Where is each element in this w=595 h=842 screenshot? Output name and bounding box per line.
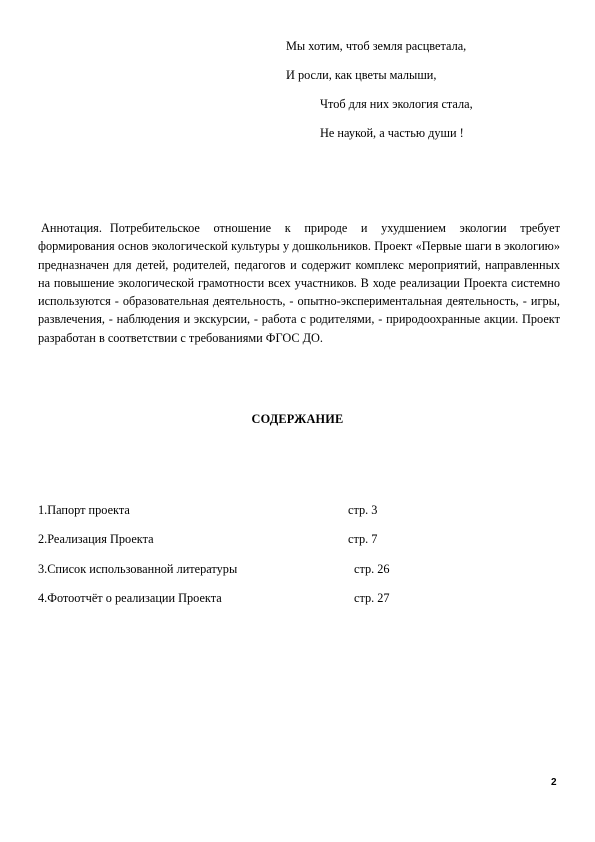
annotation-text: Потребительское отношение к природе и ухудшением экологии требует формирования основ экологической культуры у дошкольников. Проект «Первые шаги в экологию» предназначен для детей, родителей, педагогов и содержит комплекс мероприятий, направленных на повышение экологической грамотности всех участников. В ходе реализации Проекта системно используются - образовательная деятельность, - опытно-экспериментальная деятельность, - игры, развлечения, - наблюдения и экскурсии, - работа с родителями, - природоохранные акции. Проект разработан в соответствии с требованиями ФГОС ДО. <box>38 221 560 345</box>
toc-item-page: стр. 3 <box>348 503 378 517</box>
toc-item-page: стр. 26 <box>354 562 390 576</box>
toc-item-title: 3.Список использованной литературы <box>38 562 238 576</box>
contents-heading: СОДЕРЖАНИЕ <box>251 412 344 426</box>
annotation-label: Аннотация. <box>41 221 102 235</box>
toc-item-title: 1.Папорт проекта <box>38 503 130 517</box>
toc-item <box>38 531 438 547</box>
toc-item-title: 4.Фотоотчёт о реализации Проекта <box>38 591 222 605</box>
epigraph-line: Не наукой, а частью души ! <box>320 126 464 140</box>
annotation-paragraph <box>38 219 560 347</box>
epigraph-line: Мы хотим, чтоб земля расцветала, <box>286 39 467 53</box>
toc-item <box>38 561 438 577</box>
toc-item-page: стр. 7 <box>348 532 378 546</box>
epigraph-line: И росли, как цветы малыши, <box>286 68 437 82</box>
toc-item <box>38 590 438 606</box>
toc-item-title: 2.Реализация Проекта <box>38 532 154 546</box>
epigraph-line: Чтоб для них экология стала, <box>320 97 473 111</box>
toc-item-page: стр. 27 <box>354 591 390 605</box>
page-number: 2 <box>551 777 557 788</box>
toc-item <box>38 502 438 518</box>
